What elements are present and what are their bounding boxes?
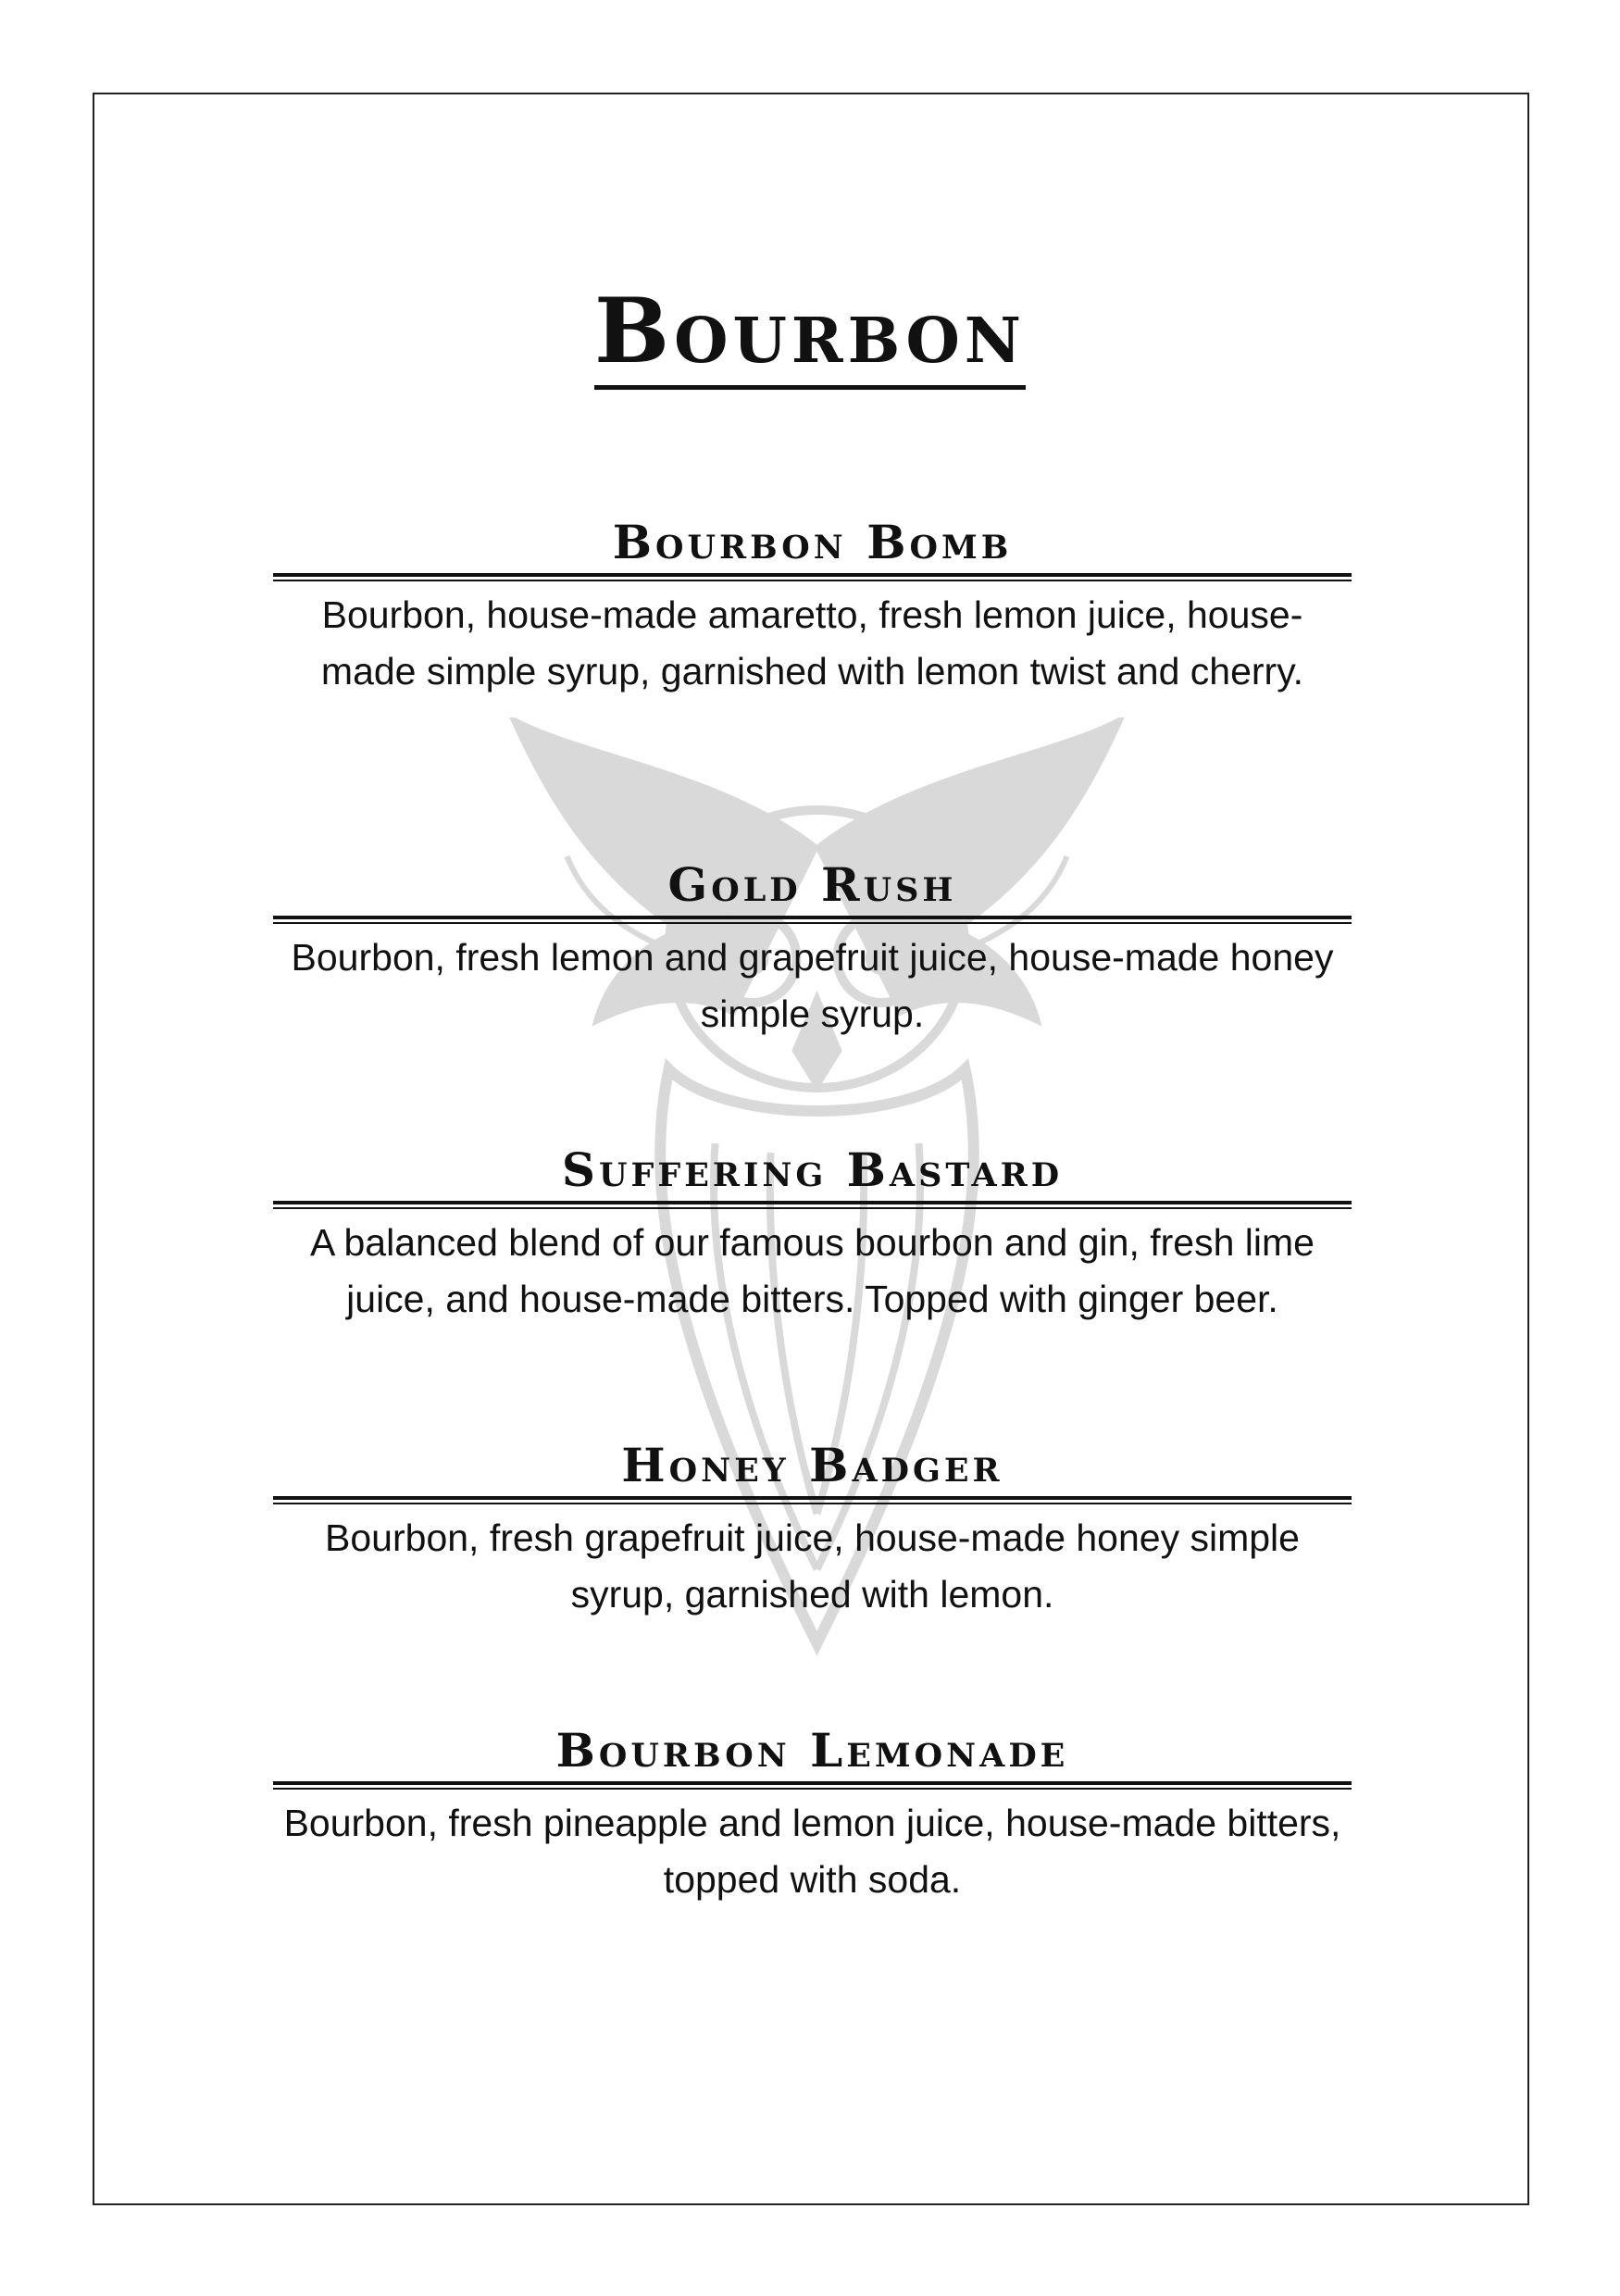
drink-item <box>273 1142 1352 1328</box>
double-rule <box>273 573 1352 581</box>
double-rule <box>273 916 1352 924</box>
drink-name: Suffering Bastard <box>561 1142 1064 1197</box>
drink-name: Honey Badger <box>621 1438 1003 1492</box>
drink-description: Bourbon, fresh grapefruit juice, house-made honey simple syrup, garnished with lemon. <box>325 1516 1300 1616</box>
drink-description: Bourbon, fresh pineapple and lemon juice, house-made bitters, topped with soda. <box>283 1802 1341 1901</box>
drink-item <box>273 856 1352 1042</box>
drink-description: A balanced blend of our famous bourbon and gin, fresh lime juice, and house-made bitters. Topped with ginger beer. <box>310 1221 1315 1320</box>
double-rule <box>273 1496 1352 1504</box>
menu-title-wrap <box>0 279 1620 390</box>
drink-item <box>273 1722 1352 1908</box>
double-rule <box>273 1781 1352 1790</box>
drink-description: Bourbon, house-made amaretto, fresh lemon juice, house-made simple syrup, garnished with lemon twist and cherry. <box>320 593 1304 693</box>
double-rule <box>273 1201 1352 1209</box>
drink-name: Bourbon Lemonade <box>555 1723 1069 1778</box>
menu-title: Bourbon <box>594 287 1026 390</box>
drink-description: Bourbon, fresh lemon and grapefruit juice, house-made honey simple syrup. <box>291 936 1334 1035</box>
drink-item <box>273 514 1352 700</box>
drink-item <box>273 1437 1352 1623</box>
drink-name: Bourbon Bomb <box>612 515 1013 569</box>
drink-name: Gold Rush <box>667 857 957 912</box>
